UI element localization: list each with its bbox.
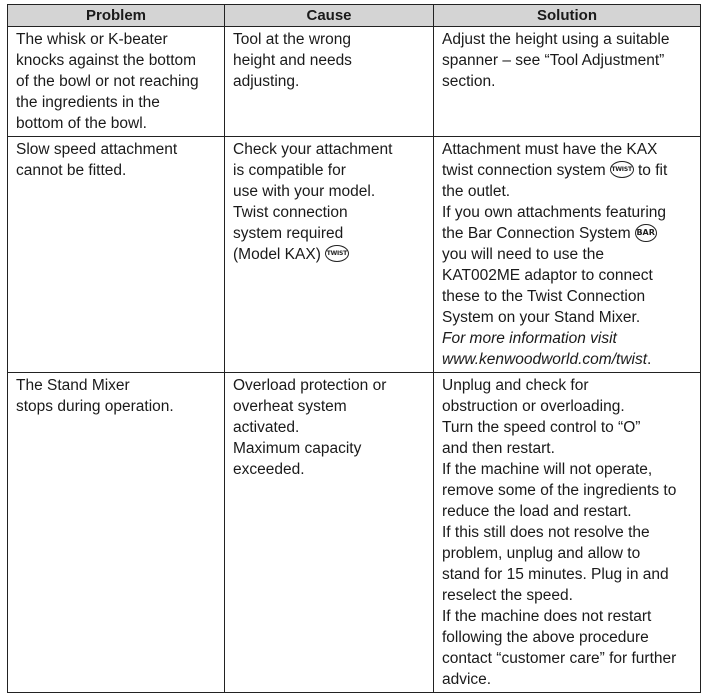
text-line: the ingredients in the (16, 94, 160, 111)
text-line: knocks against the bottom (16, 52, 197, 69)
text-line: spanner – see “Tool Adjustment” (442, 52, 665, 69)
text-line: Adjust the height using a suitable (442, 31, 670, 48)
text-line: The Stand Mixer (16, 377, 130, 394)
text-line: you will need to use the (442, 246, 604, 263)
text-line: Unplug and check for (442, 377, 589, 394)
website-link: www.kenwoodworld.com/twist (442, 351, 648, 368)
cause-cell (225, 137, 434, 373)
text-line (442, 160, 694, 181)
text-line: section. (442, 73, 496, 90)
cause-cell (225, 373, 434, 693)
header-problem: Problem (8, 5, 225, 27)
text-line: and then restart. (442, 440, 555, 457)
text-line: activated. (233, 419, 300, 436)
text-line: Attachment must have the KAX (442, 141, 658, 158)
text-line: overheat system (233, 398, 347, 415)
text-line (233, 244, 427, 265)
text-line: Twist connection (233, 204, 348, 221)
text-line: obstruction or overloading. (442, 398, 625, 415)
text-line: use with your model. (233, 183, 376, 200)
cause-cell (225, 27, 434, 137)
text-line: Turn the speed control to “O” (442, 419, 641, 436)
text-line: For more information visit (442, 330, 617, 347)
text-line: system required (233, 225, 344, 242)
text-line (442, 349, 694, 370)
text-line: If you own attachments featuring (442, 204, 667, 221)
table-header-row (8, 5, 701, 27)
text-line: System on your Stand Mixer. (442, 309, 641, 326)
troubleshooting-table (7, 4, 701, 693)
header-cause: Cause (225, 5, 434, 27)
twist-connection-icon: TWIST (325, 245, 349, 262)
text-line: stops during operation. (16, 398, 174, 415)
text-line: cannot be fitted. (16, 162, 127, 179)
problem-cell (8, 373, 225, 693)
text-line: If the machine will not operate, (442, 461, 653, 478)
table-row (8, 137, 701, 373)
header-solution: Solution (434, 5, 701, 27)
text-line: KAT002ME adaptor to connect (442, 267, 653, 284)
text-line: The whisk or K-beater (16, 31, 168, 48)
text-line: contact “customer care” for further (442, 650, 677, 667)
twist-connection-icon: TWIST (610, 161, 634, 178)
text-line: is compatible for (233, 162, 346, 179)
text-line: bottom of the bowl. (16, 115, 147, 132)
text-line (442, 223, 694, 244)
text-fragment: twist connection system (442, 162, 606, 179)
text-line: If the machine does not restart (442, 608, 652, 625)
text-line: of the bowl or not reaching (16, 73, 199, 90)
solution-cell (434, 27, 701, 137)
text-line: advice. (442, 671, 492, 688)
bar-connection-icon: BAR (635, 224, 657, 242)
problem-cell (8, 27, 225, 137)
text-line: Slow speed attachment (16, 141, 178, 158)
table-row (8, 27, 701, 137)
text-line: Tool at the wrong (233, 31, 352, 48)
text-fragment: to fit (638, 162, 668, 179)
text-line: Maximum capacity (233, 440, 362, 457)
text-line: Overload protection or (233, 377, 387, 394)
text-fragment: . (647, 351, 652, 368)
text-line: following the above procedure (442, 629, 649, 646)
text-line: reduce the load and restart. (442, 503, 632, 520)
text-fragment: the Bar Connection System (442, 225, 631, 242)
text-line: exceeded. (233, 461, 305, 478)
text-line: adjusting. (233, 73, 300, 90)
problem-cell (8, 137, 225, 373)
solution-cell (434, 137, 701, 373)
text-line: the outlet. (442, 183, 511, 200)
text-line: problem, unplug and allow to (442, 545, 641, 562)
table-row (8, 373, 701, 693)
text-line: If this still does not resolve the (442, 524, 650, 541)
model-label: (Model KAX) (233, 246, 321, 263)
text-line: height and needs (233, 52, 352, 69)
text-line: these to the Twist Connection (442, 288, 646, 305)
text-line: stand for 15 minutes. Plug in and (442, 566, 669, 583)
solution-cell (434, 373, 701, 693)
text-line: remove some of the ingredients to (442, 482, 677, 499)
text-line: reselect the speed. (442, 587, 573, 604)
text-line: Check your attachment (233, 141, 393, 158)
